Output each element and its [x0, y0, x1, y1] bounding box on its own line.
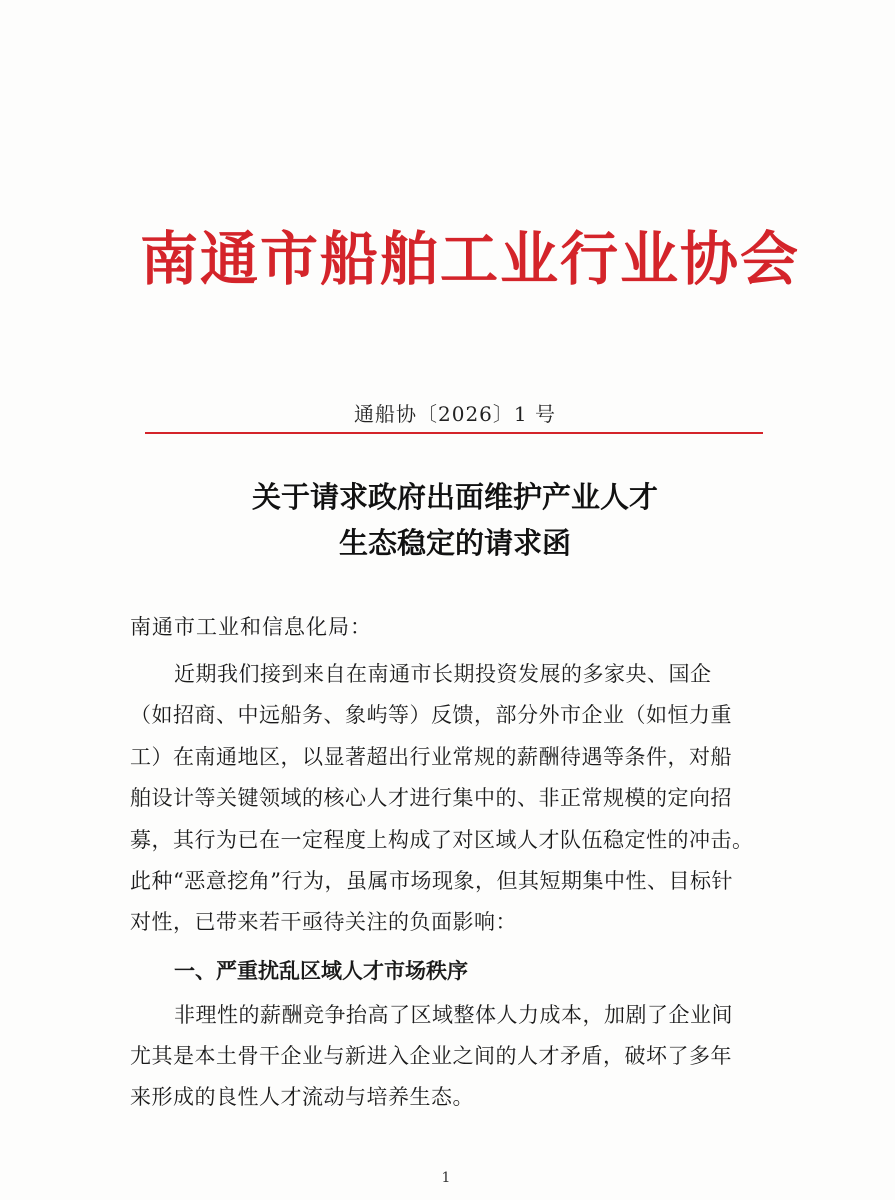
- paragraph-line: 对性，已带来若干亟待关注的负面影响：: [130, 910, 517, 935]
- red-divider-line: [145, 432, 763, 434]
- paragraph-line: 近期我们接到来自在南通市长期投资发展的多家央、国企: [174, 662, 712, 686]
- paragraph-line: 工）在南通地区，以显著超出行业常规的薪酬待遇等条件，对船: [130, 744, 732, 769]
- subject-line-2: 生态稳定的请求函: [338, 526, 571, 560]
- paragraph-line: 非理性的薪酬竞争抬高了区域整体人力成本，加剧了企业间: [174, 1003, 733, 1027]
- paragraph-line: 募，其行为已在一定程度上构成了对区域人才队伍稳定性的冲击。: [130, 827, 754, 852]
- section-1-paragraph: [130, 995, 790, 1118]
- addressee: 南通市工业和信息化局：: [130, 615, 372, 639]
- letter-subject: [140, 474, 770, 566]
- paragraph-line: （如招商、中远船务、象屿等）反馈，部分外市企业（如恒力重: [130, 703, 732, 728]
- paragraph-line: 此种“恶意挖角”行为，虽属市场现象，但其短期集中性、目标针: [130, 868, 733, 893]
- page-number: 1: [441, 1170, 451, 1186]
- paragraph-1: [130, 654, 790, 944]
- subject-line-1: 关于请求政府出面维护产业人才: [251, 480, 658, 514]
- paragraph-line: 来形成的良性人才流动与培养生态。: [130, 1085, 474, 1109]
- document-number: 通船协〔2026〕1 号: [354, 402, 556, 426]
- section-heading-1: 一、严重扰乱区域人才市场秩序: [174, 959, 468, 983]
- paragraph-line: 尤其是本土骨干企业与新进入企业之间的人才矛盾，破坏了多年: [130, 1044, 732, 1068]
- organization-title: 南通市船舶工业行业协会: [140, 225, 801, 293]
- paragraph-line: 舶设计等关键领域的核心人才进行集中的、非正常规模的定向招: [130, 786, 732, 811]
